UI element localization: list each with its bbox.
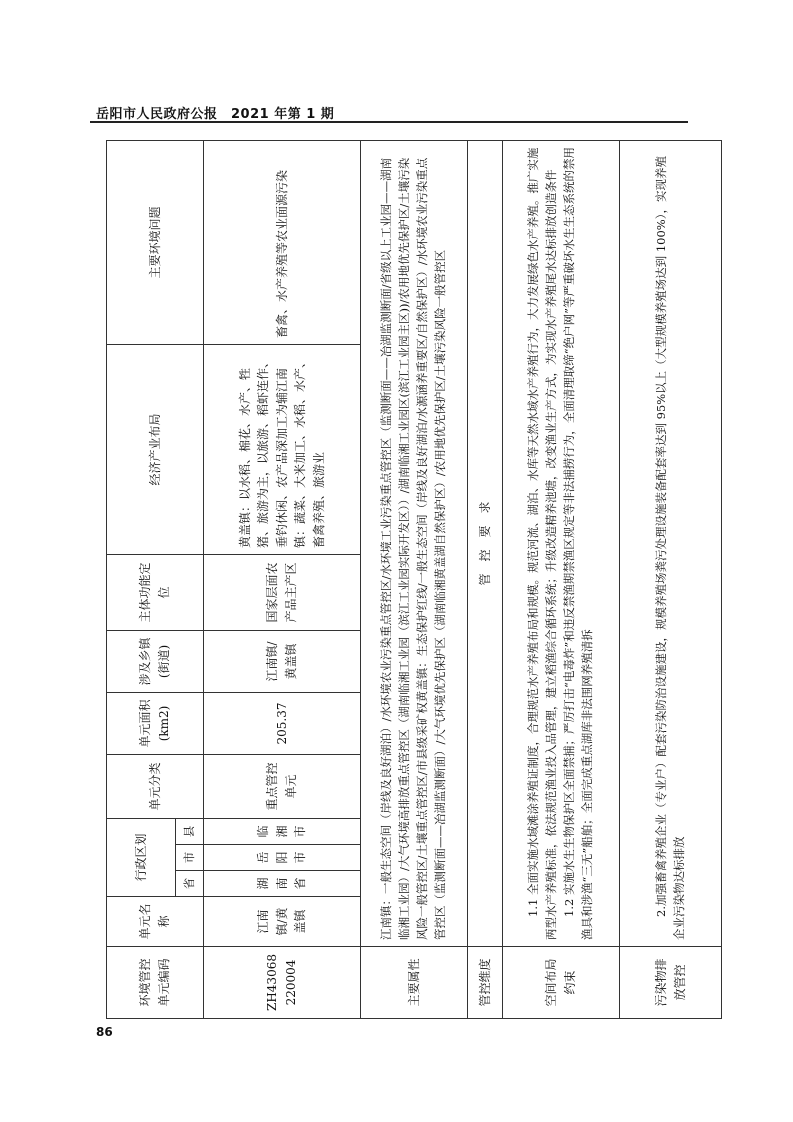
mgmt-title: 管 控 要 求 [468, 140, 503, 946]
header-towns: 涉及乡镇(街道) [107, 630, 204, 692]
cell-towns: 江南镇/黄盖镇 [204, 630, 361, 692]
table-row-pollution [620, 140, 722, 1018]
pollution-text: 2.加强畜禽养殖企业（专业户）配套污染防治设施建设，规模养殖场粪污处理设施装备配套率达到 95%以上（大型规模养殖场达到 100%），实现养殖企业污染物达标排放 [620, 140, 722, 946]
cell-county: 临湘市 [204, 818, 361, 844]
cell-economy: 黄盖镇：以水稻、棉花、水产、牲猪、旅游为主，以旅游、稻虾连作、垂钓休闲、农产品深加工为辅江南镇：蔬菜、大米加工、水稻、水产、畜禽养殖、旅游业 [204, 344, 361, 554]
attr-label: 主要属性 [361, 947, 468, 1019]
header-function: 主体功能定位 [107, 554, 204, 630]
header-category: 单元分类 [107, 754, 204, 818]
cell-area: 205.37 [204, 692, 361, 754]
header-economy: 经济产业布局 [107, 344, 204, 554]
page-number: 86 [96, 1025, 113, 1039]
table-row-attributes [361, 140, 468, 1018]
header-code: 环境管控单元编码 [107, 947, 204, 1019]
mgmt-label: 管控维度 [468, 947, 503, 1019]
table-row-spatial [503, 140, 620, 1018]
rotated-table-frame [106, 141, 687, 1019]
cell-code: ZH43068220004 [204, 947, 361, 1019]
cell-function: 国家层面农产品主产区 [204, 554, 361, 630]
header-county: 县 [176, 818, 204, 844]
spatial-label: 空间布局约束 [503, 947, 620, 1019]
header-issues: 主要环境问题 [107, 140, 204, 344]
table-row [204, 140, 361, 1018]
header-divider [90, 121, 688, 123]
header-province: 省 [176, 871, 204, 897]
page-header: 岳阳市人民政府公报 2021 年第 1 期 [96, 107, 335, 122]
cell-province: 湖南省 [204, 871, 361, 897]
table-row-mgmt-header [468, 140, 503, 1018]
cell-issues: 畜禽、水产养殖等农业面源污染 [204, 140, 361, 344]
spatial-text-1: 1.1 全面实施水域滩涂养殖证制度，合理规范水产养殖布局和规模。规范河流、湖泊、水库等天然水域水产养殖行为，大力发展绿色水产养殖。推广实施两型水产养殖标准，依法规范渔业投入品管理，建立稻渔综合循环系统；升级改造精养池塘，改变渔业生产方式，为实现水产养殖尾水达标排放创造条件 [526, 147, 559, 940]
table-header-row [107, 140, 176, 1018]
header-admin: 行政区划 [107, 818, 176, 896]
cell-city: 岳阳市 [204, 845, 361, 871]
header-city: 市 [176, 845, 204, 871]
pollution-label: 污染物排放管控 [620, 947, 722, 1019]
control-unit-table [106, 140, 722, 1019]
cell-name: 江南镇/黄盖镇 [204, 897, 361, 947]
spatial-text-2: 1.2 实施水生生物保护区全面禁捕；严厉打击“电毒炸”和违反禁渔期禁渔区规定等非法捕捞行为，全面清理取缔“绝户网”等严重破坏水生生态系统的禁用渔具和涉渔“三无”船舶；全面完成重点湖库非法围网养殖清拆 [562, 147, 594, 940]
attr-text: 江南镇：一般生态空间（岸线及良好湖泊）/水环境农业污染重点管控区/水环境工业污染重点管控区（监测断面——冶湖监测断面/省级以上工业园——湖南临湘工业园）/大气环境高排放重点管控区（湖南临湘工业园（滨江工业园实际开发区））/湖南临湘工业园区(滨江工业园主区))/农用地优先保护区/土壤污染风险一般管控区/土壤重点管控区/市县级采矿权黄盖镇：生态保护红线/一般生态空间（岸线及良好湖泊/水源涵养重要区/自然保护区）/水环境农业污染重点管控区（监测断面——冶湖监测断面）/大气环境优先保护区（湖南临湘黄盖湖自然保护区）/农用地优先保护区/土壤污染风险一般管控区 [361, 140, 468, 946]
spatial-text [503, 140, 620, 946]
header-name: 单元名称 [107, 897, 204, 947]
cell-category: 重点管控单元 [204, 754, 361, 818]
header-area: 单元面积(km2) [107, 692, 204, 754]
